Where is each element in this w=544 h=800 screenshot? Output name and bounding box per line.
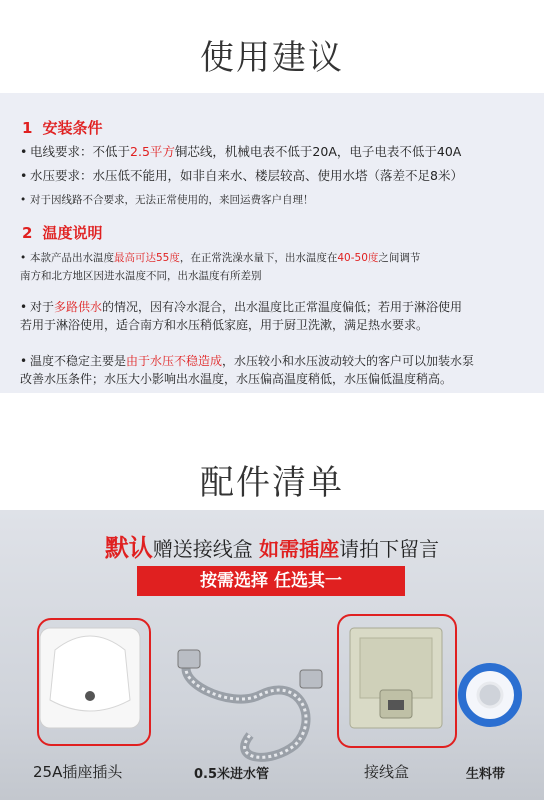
parts-title: 配件清单: [200, 463, 344, 503]
water-requirement: • 水压要求：水压低不能用，如非自来水、楼层较高、使用水塔（落差不足8米）: [20, 168, 463, 183]
item-label-hose: 0.5米进水管: [194, 767, 270, 782]
usage-panel: [0, 93, 544, 393]
thread-tape-image: [462, 667, 518, 723]
choose-banner: 按需选择 任选其一: [137, 566, 405, 596]
usage-title: 使用建议: [200, 38, 344, 78]
temp-heading: [22, 222, 102, 243]
item-label-junction-box: 接线盒: [364, 763, 410, 781]
temp-heading-text: 温度说明: [42, 224, 103, 242]
temp-paragraph-1: • 本款产品出水温度最高可达55度，在正常洗澡水量下，出水温度在40-50度之间调节 南方和北方地区因进水温度不同，出水温度有所差别: [20, 252, 421, 282]
shipping-note: • 对于因线路不合要求，无法正常使用的，来回运费客户自理！: [20, 194, 314, 206]
install-number: 1: [22, 119, 33, 137]
water-hose-image: [178, 650, 322, 757]
install-heading: [22, 117, 102, 138]
temp-paragraph-2: • 对于多路供水的情况，因有冷水混合，出水温度比正常温度偏低；若用于淋浴使用 若用于淋浴使用，适合南方和水压稍低家庭，用于厨卫洗漱，满足热水要求。: [20, 300, 463, 332]
item-label-tape: 生料带: [466, 767, 506, 782]
socket-frame: [37, 618, 151, 746]
temp-paragraph-3: • 温度不稳定主要是由于水压不稳造成，水压较小和水压波动较大的客户可以加装水泵 改善水压条件；水压大小影响出水温度，水压偏高温度稍低，水压偏低温度稍高。: [20, 354, 475, 386]
item-label-socket: 25A插座插头: [33, 763, 123, 781]
junction-box-frame: [337, 614, 457, 748]
temp-number: 2: [22, 224, 33, 242]
parts-headline: 默认赠送接线盒 如需插座请拍下留言: [104, 534, 440, 562]
install-heading-text: 安装条件: [42, 119, 103, 137]
wire-requirement: • 电线要求：不低于2.5平方铜芯线，机械电表不低于20A，电子电表不低于40A: [20, 144, 462, 159]
